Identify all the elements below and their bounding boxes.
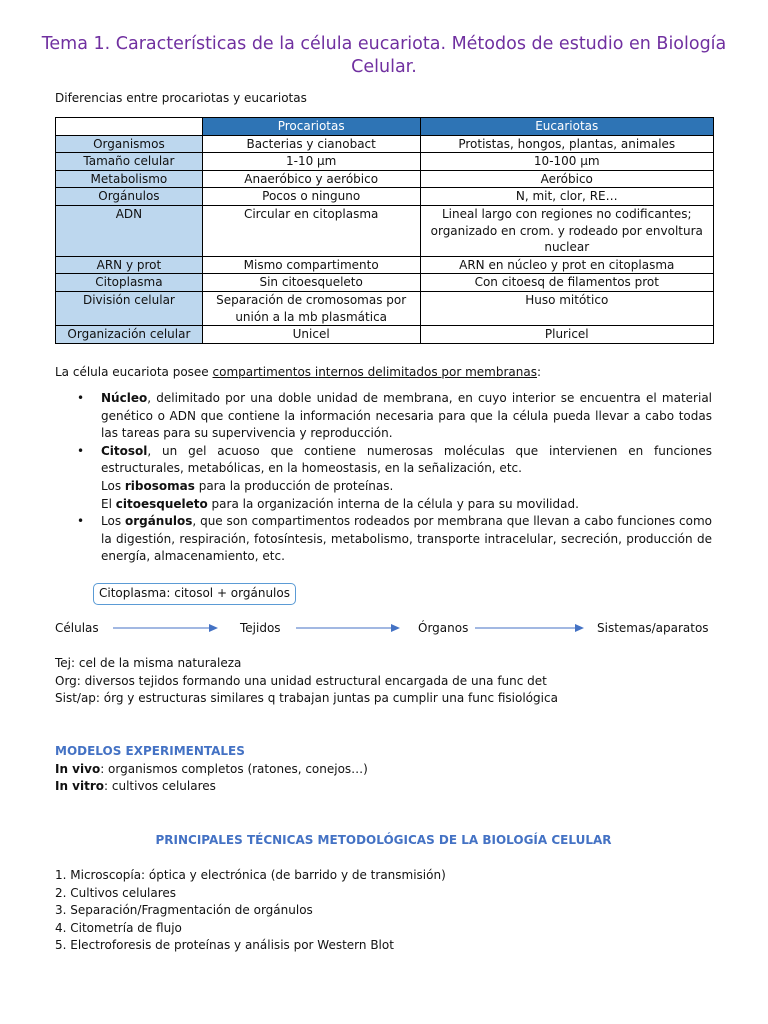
cell-prokaryote: Unicel: [202, 326, 420, 344]
row-label: Citoplasma: [56, 274, 203, 292]
cell-prokaryote: 1-10 µm: [202, 153, 420, 171]
bullet-icon: •: [77, 391, 85, 405]
models-block: [55, 743, 368, 796]
cell-eukaryote: Lineal largo con regiones no codificantes; organizado en crom. y rodeado por envoltura nuclear: [420, 205, 713, 256]
page-title: Tema 1. Características de la célula eucariota. Métodos de estudio en Biología Celular.: [41, 34, 727, 77]
row-label: Organización celular: [56, 326, 203, 344]
row-label: Orgánulos: [56, 188, 203, 206]
table-row: [56, 135, 714, 153]
organulos-text: , que son compartimentos rodeados por membrana que llevan a cabo funciones como la digestión, respiración, fotosíntesis, metabolismo, transporte intracelular, secreción, producción de energía, almacenamiento, etc.: [101, 514, 713, 564]
cell-prokaryote: Sin citoesqueleto: [202, 274, 420, 292]
row-label: ADN: [56, 205, 203, 256]
arrow-right-icon: [296, 624, 400, 632]
cell-prokaryote: Bacterias y cianobact: [202, 135, 420, 153]
flow-arrows: [0, 618, 768, 638]
list-item: 3. Separación/Fragmentación de orgánulos: [55, 903, 313, 918]
term-citoesqueleto: citoesqueleto: [115, 496, 208, 511]
citoesq-pre: El: [101, 496, 116, 511]
row-label: Metabolismo: [56, 170, 203, 188]
list-item-organulos: [55, 513, 712, 566]
table-row: [56, 291, 714, 325]
cell-prokaryote: Pocos o ninguno: [202, 188, 420, 206]
citoplasma-note-box: Citoplasma: citosol + orgánulos: [93, 583, 296, 605]
definition-line: Tej: cel de la misma naturaleza: [55, 656, 242, 670]
techniques-heading: PRINCIPALES TÉCNICAS METODOLÓGICAS DE LA BIOLOGÍA CELULAR: [155, 833, 612, 847]
in-vivo-line: [55, 761, 368, 779]
list-item: 4. Citometría de flujo: [55, 920, 182, 935]
models-heading: MODELOS EXPERIMENTALES: [55, 744, 245, 758]
cell-eukaryote: ARN en núcleo y prot en citoplasma: [420, 256, 713, 274]
row-label: Organismos: [56, 135, 203, 153]
cell-eukaryote: Protistas, hongos, plantas, animales: [420, 135, 713, 153]
table-row: [56, 170, 714, 188]
intro-colon: :: [537, 365, 542, 379]
header-prokaryotes: Procariotas: [202, 118, 420, 136]
organulos-pre: Los: [101, 514, 125, 529]
in-vitro-line: [55, 778, 368, 796]
cell-prokaryote: Circular en citoplasma: [202, 205, 420, 256]
arrow-right-icon: [475, 624, 584, 632]
flow-tejidos: Tejidos: [240, 621, 281, 635]
term-nucleo: Núcleo: [101, 391, 148, 405]
list-item: 1. Microscopía: óptica y electrónica (de barrido y de transmisión): [55, 868, 446, 882]
eukaryote-intro: [55, 364, 541, 382]
flow-sistemas: Sistemas/aparatos: [597, 621, 709, 635]
in-vitro-label: In vitro: [55, 779, 105, 794]
table-row: [56, 188, 714, 206]
techniques-list: [55, 867, 446, 955]
in-vivo-label: In vivo: [55, 761, 101, 776]
table-row: [56, 153, 714, 171]
ribosomas-pre: Los: [101, 478, 125, 493]
header-eukaryotes: Eucariotas: [420, 118, 713, 136]
cell-eukaryote: N, mit, clor, RE…: [420, 188, 713, 206]
list-item: 5. Electroforesis de proteínas y análisis por Western Blot: [55, 938, 394, 953]
bullet-icon: •: [77, 443, 85, 458]
comparison-table: [55, 117, 714, 344]
term-ribosomas: ribosomas: [124, 478, 195, 493]
cell-eukaryote: Huso mitótico: [420, 291, 713, 325]
cell-prokaryote: Anaeróbico y aeróbico: [202, 170, 420, 188]
intro-underlined-text: compartimentos internos delimitados por membranas: [212, 365, 537, 379]
list-item: 2. Cultivos celulares: [55, 885, 177, 900]
cell-eukaryote: Con citoesq de filamentos prot: [420, 274, 713, 292]
table-row: [56, 256, 714, 274]
in-vitro-text: : cultivos celulares: [104, 779, 216, 794]
definition-line: Org: diversos tejidos formando una unidad estructural encargada de una func det: [55, 673, 547, 688]
cell-eukaryote: Pluricel: [420, 326, 713, 344]
flow-organos: Órganos: [418, 621, 469, 635]
nucleo-text: , delimitado por una doble unidad de membrana, en cuyo interior se encuentra el material genético o ADN que contiene la información necesaria para que la célula pueda llevar a cabo todas las tareas para su supervivencia y reproducción.: [101, 391, 712, 441]
compartments-list: [55, 390, 712, 566]
list-item-citosol: [55, 443, 712, 513]
ribosomas-text: para la producción de proteínas.: [194, 478, 394, 493]
table-row: [56, 205, 714, 256]
definitions-block: [55, 655, 558, 708]
cell-prokaryote: Separación de cromosomas por unión a la mb plasmática: [202, 291, 420, 325]
citosol-text: , un gel acuoso que contiene numerosas moléculas que intervienen en funciones estructurales, metabólicas, en la homeostasis, en la señalización, etc.: [101, 443, 712, 476]
term-organulos: orgánulos: [124, 514, 193, 529]
table-row: [56, 326, 714, 344]
citoesq-text: para la organización interna de la célula y para su movilidad.: [207, 496, 579, 511]
list-item-nucleo: [55, 390, 712, 443]
arrow-right-icon: [113, 624, 218, 632]
row-label: Tamaño celular: [56, 153, 203, 171]
table-header-row: [56, 118, 714, 136]
row-label: ARN y prot: [56, 256, 203, 274]
cell-eukaryote: Aeróbico: [420, 170, 713, 188]
cell-eukaryote: 10-100 µm: [420, 153, 713, 171]
table-caption: Diferencias entre procariotas y eucariotas: [55, 91, 307, 105]
definition-line: Sist/ap: órg y estructuras similares q trabajan juntas pa cumplir una func fisiológica: [55, 691, 558, 706]
intro-text: La célula eucariota posee: [55, 365, 213, 379]
in-vivo-text: : organismos completos (ratones, conejos…): [100, 761, 368, 776]
term-citosol: Citosol: [101, 443, 148, 458]
row-label: División celular: [56, 291, 203, 325]
flow-celulas: Células: [55, 621, 99, 635]
table-row: [56, 274, 714, 292]
header-cell-empty: [56, 118, 203, 136]
cell-prokaryote: Mismo compartimento: [202, 256, 420, 274]
bullet-icon: •: [77, 514, 85, 529]
